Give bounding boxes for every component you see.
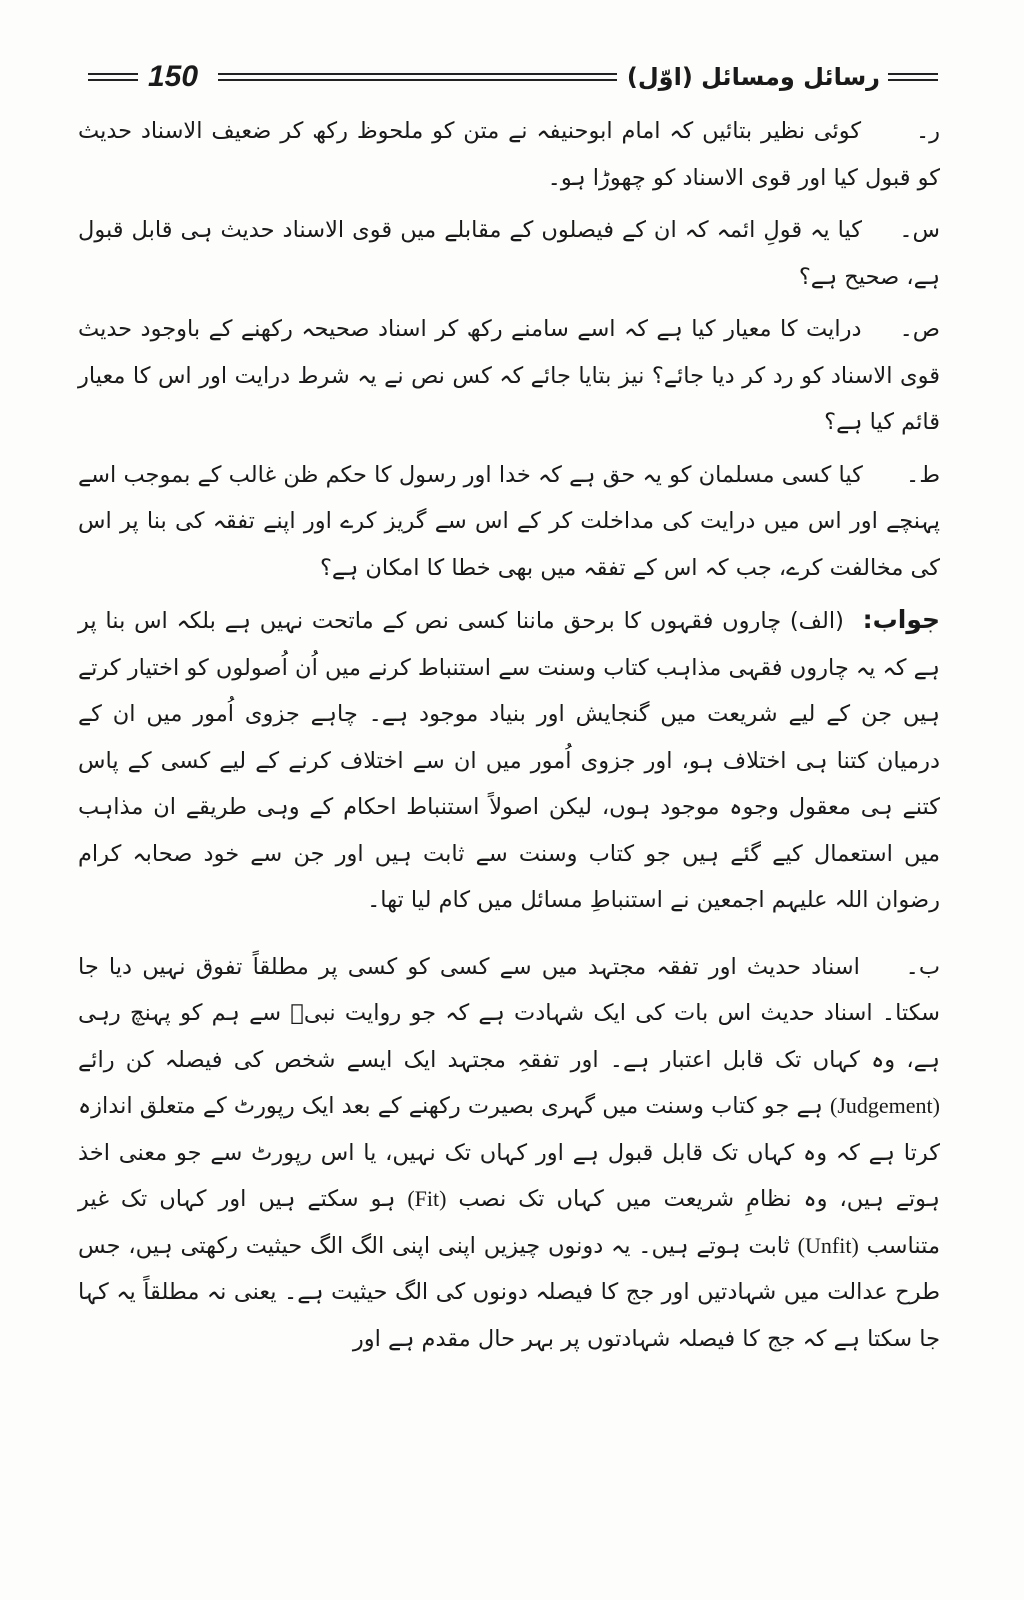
question-toe	[78, 452, 940, 592]
unfit-term: (Unfit)	[797, 1232, 859, 1258]
question-text: کیا یہ قولِ ائمہ کہ ان کے فیصلوں کے مقابلے میں قوی الاسناد حدیث ہی قابل قبول ہے، صحیح ہے؟	[78, 217, 940, 290]
fit-term: (Fit)	[407, 1186, 447, 1211]
question-marker: ص۔	[899, 316, 940, 342]
question-text: کوئی نظیر بتائیں کہ امام ابوحنیفہ نے متن کو ملحوظ رکھ کر ضعیف الاسناد حدیث کو قبول کیا اور قوی الاسناد کو چھوڑا ہو۔	[78, 118, 940, 191]
answer-part-b	[78, 944, 940, 1363]
answer-part-b-text-3: ہو سکتے ہیں اور کہاں تک غیر متناسب	[78, 1186, 941, 1259]
answer-part-b-marker: ب۔	[905, 953, 941, 980]
running-title: رسائل ومسائل (اوّل)	[626, 63, 880, 91]
answer-label: جواب:	[862, 605, 941, 634]
question-r	[78, 108, 940, 201]
question-sad	[78, 306, 940, 446]
header-rule-right	[888, 73, 938, 81]
answer-part-b-text-4: ثابت ہوتے ہیں۔ یہ دونوں چیزیں اپنی اپنی الگ الگ حیثیت رکھتی ہیں، جس طرح عدالت میں شہادتیں اور جج کا فیصلہ دونوں کی الگ حیثیت ہے۔ یعنی نہ مطلقاً یہ کہا جا سکتا ہے کہ جج کا فیصلہ شہادتوں پر بہر حال مقدم ہے اور	[78, 1232, 940, 1352]
header-rule-middle	[218, 73, 617, 81]
question-s	[78, 207, 940, 300]
page-number: 150	[148, 60, 199, 93]
judgement-term: (Judgement)	[830, 1093, 940, 1118]
answer-part-a	[78, 597, 940, 924]
answer-part-a-marker: (الف)	[789, 608, 844, 634]
question-marker: س۔	[899, 217, 940, 243]
question-marker: ط۔	[906, 461, 941, 488]
header-rule-left	[88, 73, 138, 81]
page-header	[88, 52, 938, 102]
answer-part-b-text-1: اسناد حدیث اور تفقہ مجتہد میں سے کسی کو کسی پر مطلقاً تفوق نہیں دیا جا سکتا۔ اسناد حدیث اس بات کی ایک شہادت ہے کہ جو روایت نبیؐ سے ہم کو پہنچ رہی ہے، وہ کہاں تک قابل اعتبار ہے۔ اور تفقہِ مجتہد ایک ایسے شخص کی فیصلہ کن رائے	[78, 953, 940, 1073]
question-text: کیا کسی مسلمان کو یہ حق ہے کہ خدا اور رسول کا حکم ظن غالب کے بموجب اسے پہنچے اور اس میں درایت کی مداخلت کر کے اس سے گریز کرے اور اپنے تفقہ کی بنا پر اس کی مخالفت کرے، جب کہ اس کے تفقہ میں بھی خطا کا امکان ہے؟	[78, 461, 940, 581]
answer-part-a-text: چاروں فقہوں کا برحق ماننا کسی نص کے ماتحت نہیں ہے بلکہ اس بنا پر ہے کہ یہ چاروں فقہی مذاہب کتاب وسنت سے استنباط کرنے میں اُن اُصولوں کو اختیار کرتے ہیں جن کے لیے شریعت میں گنجایش اور بنیاد موجود ہے۔ چاہے جزوی اُمور میں ان کے درمیان کتنا ہی اختلاف ہو، اور جزوی اُمور میں ان سے اختلاف کرنے کے لیے کسی کے پاس کتنے ہی معقول وجوہ موجود ہوں، لیکن اصولاً استنباط احکام کے وہی طریقے ان مذاہب میں استعمال کیے گئے ہیں جو کتاب وسنت سے ثابت ہیں اور جن سے خود صحابہ کرام رضوان اللہ علیہم اجمعین نے استنباطِ مسائل میں کام لیا تھا۔	[78, 608, 940, 913]
page-body	[78, 108, 940, 1368]
answer-part-b-text-2: ہے جو کتاب وسنت میں گہری بصیرت رکھنے کے بعد ایک رپورٹ کے متعلق اندازہ کرتا ہے کہ وہ کہاں تک قابل قبول ہے اور کہاں تک نہیں، یا اس رپورٹ سے جو معنی اخذ ہوتے ہیں، وہ نظامِ شریعت میں کہاں تک نصب	[78, 1093, 940, 1212]
question-text: درایت کا معیار کیا ہے کہ اسے سامنے رکھ کر اسناد صحیحہ رکھنے کے باوجود حدیث قوی الاسناد کو رد کر دیا جائے؟ نیز بتایا جائے کہ کس نص نے یہ شرط درایت اور اس کا معیار قائم کیا ہے؟	[78, 316, 940, 435]
question-marker: ر۔	[915, 118, 940, 144]
